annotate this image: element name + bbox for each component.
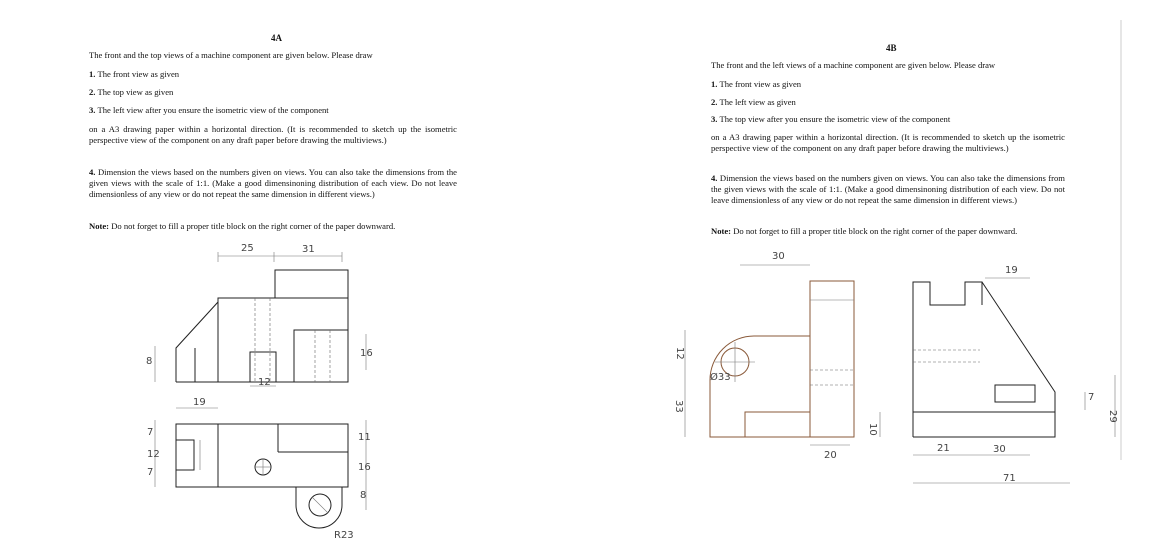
dim-16b: 16 <box>358 462 371 473</box>
dim-8b: 8 <box>360 490 367 501</box>
item-2: 2. The left view as given <box>711 97 796 107</box>
item-3: 3. The top view after you ensure the isometric view of the component <box>711 114 951 124</box>
page-title: 4A <box>271 33 282 43</box>
exercise-4a <box>0 0 560 553</box>
top-view-4a <box>155 408 366 528</box>
dim-12b: 12 <box>147 449 160 460</box>
dim-19: 19 <box>193 397 206 408</box>
page-title: 4B <box>886 43 897 53</box>
dim-11: 11 <box>358 432 371 443</box>
item-4: 4. Dimension the views based on the numbers given on views. You can also take the dimensions from the given views with the scale of 1:1. (Make a good dimensinoning distribution of each view. Do not leave dimensionless of any view or do not repeat the same dimension in different views.) <box>89 167 457 199</box>
drawing-4b <box>575 0 1135 553</box>
item-4: 4. Dimension the views based on the numbers given on views. You can also take the dimensions from the given views with the scale of 1:1. (Make a good dimensinoning distribution of each view. Do not leave dimensionless of any view or do not repeat the same dimension in different views.) <box>711 173 1065 205</box>
note: Note: Do not forget to fill a proper title block on the right corner of the paper downward. <box>89 221 396 231</box>
dim-21: 21 <box>937 443 950 454</box>
dim-19: 19 <box>1005 265 1018 276</box>
note: Note: Do not forget to fill a proper title block on the right corner of the paper downward. <box>711 226 1018 236</box>
exercise-4b <box>575 0 1135 553</box>
instructions-paragraph: on a A3 drawing paper within a horizontal direction. (It is recommended to sketch up the isometric perspective view of the component on any draft paper before drawing the multiviews.) <box>89 124 457 145</box>
page-edge <box>1120 20 1122 460</box>
dim-10: 10 <box>867 423 878 436</box>
dim-diameter: Ø33 <box>710 372 731 383</box>
dim-7b: 7 <box>147 467 154 478</box>
instructions-paragraph: on a A3 drawing paper within a horizontal direction. (It is recommended to sketch up the isometric perspective view of the component on any draft paper before drawing the multiviews.) <box>711 132 1065 153</box>
front-view-4a <box>155 252 366 386</box>
dim-16: 16 <box>360 348 373 359</box>
dim-7: 7 <box>1088 392 1095 403</box>
dim-29: 29 <box>1107 410 1118 423</box>
intro-text: The front and the top views of a machine component are given below. Please draw <box>89 50 373 60</box>
item-2: 2. The top view as given <box>89 87 174 97</box>
item-3: 3. The left view after you ensure the isometric view of the component <box>89 105 329 115</box>
item-1: 1. The front view as given <box>711 79 802 89</box>
dim-25: 25 <box>241 243 254 254</box>
dim-31: 31 <box>302 244 315 255</box>
dim-71: 71 <box>1003 473 1016 484</box>
front-view-4b <box>685 265 854 445</box>
dim-7a: 7 <box>147 427 154 438</box>
dim-8: 8 <box>146 356 153 367</box>
dim-r23: R23 <box>334 530 354 541</box>
item-1: 1. The front view as given <box>89 69 180 79</box>
intro-text: The front and the left views of a machine component are given below. Please draw <box>711 60 996 70</box>
drawing-4a <box>0 0 560 553</box>
dim-30b: 30 <box>993 444 1006 455</box>
dim-30: 30 <box>772 251 785 262</box>
dim-12: 12 <box>674 347 685 360</box>
dim-12: 12 <box>258 377 271 388</box>
dim-20: 20 <box>824 450 837 461</box>
dim-33: 33 <box>673 400 684 413</box>
